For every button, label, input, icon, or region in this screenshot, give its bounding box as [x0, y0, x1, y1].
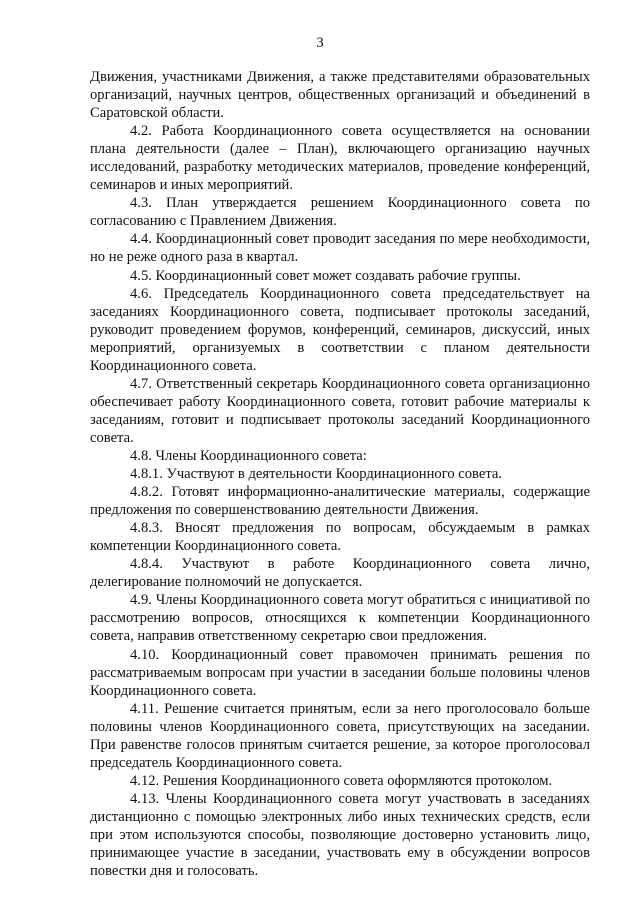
paragraph: 4.5. Координационный совет может создавать рабочие группы. [130, 267, 521, 284]
paragraph: 4.10. Координационный совет правомочен принимать решения по рассматриваемым вопросам при участии в заседании больше половины членов Координационного совета. [90, 646, 590, 699]
paragraph: 4.13. Члены Координационного совета могут участвовать в заседаниях дистанционно с помощью электронных либо иных технических средств, если при этом используются способы, позволяющие достоверно установить лицо, принимающее участие в заседании, участвовать ему в обсуждении вопросов повестки дня и голосовать. [90, 790, 590, 880]
paragraph: 4.3. План утверждается решением Координационного совета по согласованию с Правлением Движения. [90, 195, 590, 230]
paragraph: 4.4. Координационный совет проводит заседания по мере необходимости, но не реже одного раза в квартал. [90, 231, 590, 266]
paragraph: 4.8.3. Вносят предложения по вопросам, обсуждаемым в рамках компетенции Координационного совета. [90, 520, 590, 555]
document-body [90, 68, 590, 880]
paragraph: 4.8.4. Участвуют в работе Координационного совета лично, делегирование полномочий не допускается. [90, 556, 590, 591]
paragraph: 4.12. Решения Координационного совета оформляются протоколом. [130, 772, 553, 789]
paragraph: 4.6. Председатель Координационного совета председательствует на заседаниях Координационного совета, подписывает протоколы заседаний, руководит проведением форумов, конференций, семинаров, дискуссий, иных мероприятий, организуемых в соответствии с планом деятельности Координационного совета. [90, 285, 590, 374]
paragraph: Движения, участниками Движения, а также представителями образовательных организаций, научных центров, общественных организаций и объединений в Саратовской области. [90, 69, 590, 122]
paragraph: 4.8.1. Участвуют в деятельности Координационного совета. [130, 466, 503, 483]
paragraph: 4.7. Ответственный секретарь Координационного совета организационно обеспечивает работу Координационного совета, готовит рабочие материалы к заседаниям, готовит и подписывает протоколы заседаний Координационного совета. [90, 375, 590, 446]
paragraph: 4.11. Решение считается принятым, если за него проголосовало больше половины членов Координационного совета, присутствующих на заседании. При равенстве голосов принятым считается решение, за которое проголосовал председатель Координационного совета. [90, 700, 590, 771]
page-number: 3 [316, 35, 324, 51]
paragraph: 4.9. Члены Координационного совета могут обратиться с инициативой по рассмотрению вопросов, относящихся к компетенции Координационного совета, направив ответственному секретарю свои предложения. [90, 592, 590, 645]
paragraph: 4.8.2. Готовят информационно-аналитические материалы, содержащие предложения по совершенствованию деятельности Движения. [90, 484, 590, 519]
paragraph: 4.2. Работа Координационного совета осуществляется на основании плана деятельности (далее – План), включающего организацию научных исследований, разработку методических материалов, проведение конференций, семинаров и иных мероприятий. [90, 123, 590, 194]
paragraph: 4.8. Члены Координационного совета: [130, 447, 367, 464]
